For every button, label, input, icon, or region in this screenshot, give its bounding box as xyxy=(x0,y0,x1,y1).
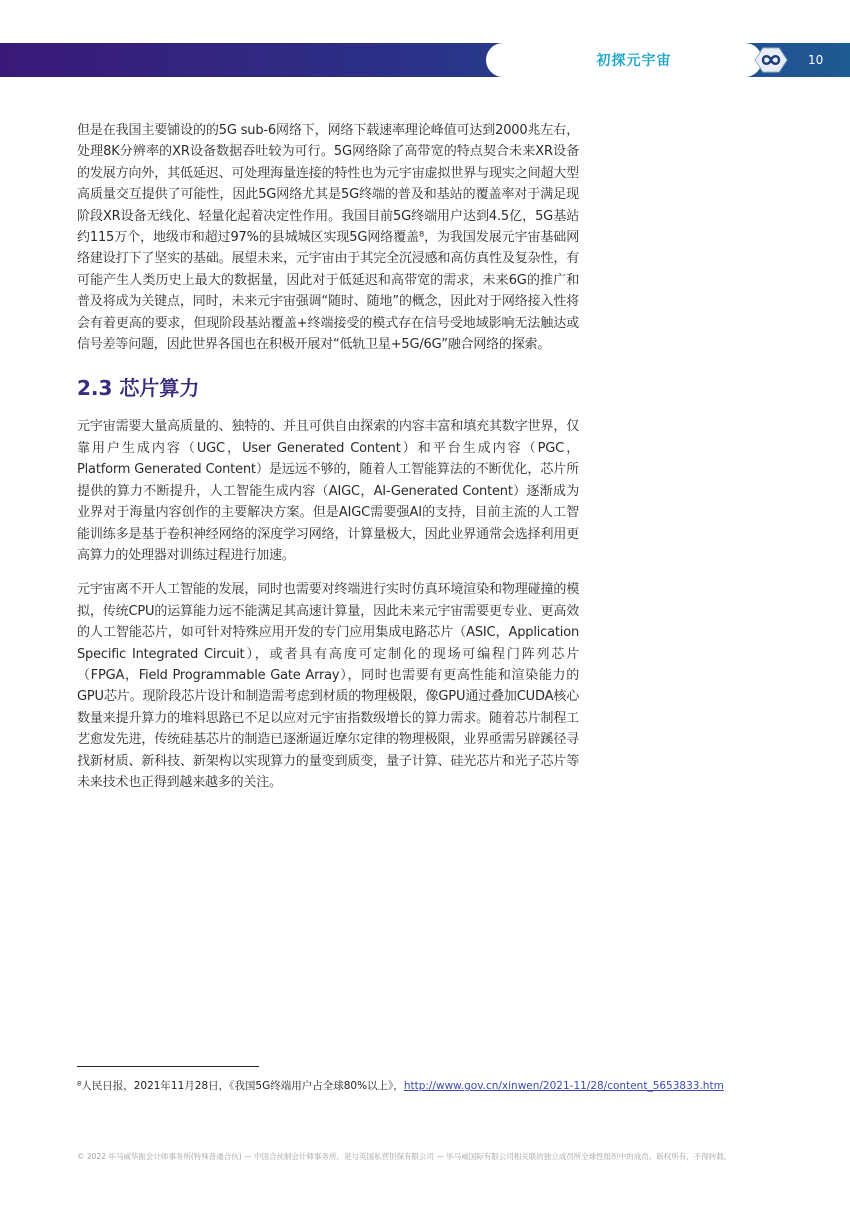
paragraph-5g-network: 但是在我国主要铺设的的5G sub-6网络下，网络下载速率理论峰值可达到2000兆左右，处理8K分辨率的XR设备数据吞吐较为可行。5G网络除了高带宽的特点契合未来XR设备的发展方向外，其低延迟、可处理海量连接的特性也为元宇宙虚拟世界与现实之间超大型高质量交互提供了可能性，因此5G网络尤其是5G终端的普及和基站的覆盖率对于满足现阶段XR设备无线化、轻量化起着决定性作用。我国目前5G终端用户达到4.5亿，5G基站约115万个，地级市和超过97%的县城城区实现5G网络覆盖⁸，为我国发展元宇宙基础网络建设打下了坚实的基础。展望未来，元宇宙由于其完全沉浸感和高仿真性及复杂性，有可能产生人类历史上最大的数据量，因此对于低延迟和高带宽的需求，未来6G的推广和普及将成为关键点，同时，未来元宇宙强调“随时、随地”的概念，因此对于网络接入性将会有着更高的要求，但现阶段基站覆盖+终端接受的模式存在信号受地域影响无法触达或信号差等问题，因此世界各国也在积极开展对“低轨卫星+5G/6G”融合网络的探索。 xyxy=(77,123,579,353)
header-title: 初探元宇宙 xyxy=(596,53,672,69)
footnote-text: ⁸人民日报，2021年11月28日，《我国5G终端用户占全球80%以上》， xyxy=(77,1080,404,1092)
paragraph-aigc: 元宇宙需要大量高质量的、独特的、并且可供自由探索的内容丰富和填充其数字世界，仅靠用户生成内容（UGC，User Generated Content）和平台生成内容（PGC，Platform Generated Content）是远远不够的，随着人工智能算法的不断优化，芯片所提供的算力不断提升，人工智能生成内容（AIGC，AI-Generated Content）逐渐成为业界对于海量内容创作的主要解决方案。但是AIGC需要强AI的支持，目前主流的人工智能训练多是基于卷积神经网络的深度学习网络，计算量极大，因此业界通常会选择利用更高算力的处理器对训练过程进行加速。 xyxy=(77,419,579,563)
copyright-footer: © 2022 毕马威华振会计师事务所(特殊普通合伙) — 中国合伙制会计师事务所，是与英国私营担保有限公司 — 毕马威国际有限公司相关联的独立成员所全球性组织中的成员。版权所有，不得转载。 xyxy=(77,1152,732,1161)
header-title-pill xyxy=(486,43,762,77)
infinity-logo-icon xyxy=(752,46,790,74)
footnote-divider xyxy=(77,1066,259,1067)
footnote-link[interactable]: http://www.gov.cn/xinwen/2021-11/28/content_5653833.htm xyxy=(403,1080,724,1092)
paragraph-ai-chips: 元宇宙离不开人工智能的发展，同时也需要对终端进行实时仿真环境渲染和物理碰撞的模拟，传统CPU的运算能力远不能满足其高速计算量，因此未来元宇宙需要更专业、更高效的人工智能芯片，如可针对特殊应用开发的专门应用集成电路芯片（ASIC，Application Specific Integrated Circuit），或者具有高度可定制化的现场可编程门阵列芯片（FPGA，Field Programmable Gate Array），同时也需要有更高性能和渲染能力的GPU芯片。现阶段芯片设计和制造需考虑到材质的物理极限，像GPU通过叠加CUDA核心数量来提升算力的堆料思路已不足以应对元宇宙指数级增长的算力需求。随着芯片制程工艺愈发先进，传统硅基芯片的制造已逐渐逼近摩尔定律的物理极限，业界亟需另辟蹊径寻找新材质、新科技、新架构以实现算力的量变到质变，量子计算、硅光芯片和光子芯片等未来技术也正得到越来越多的关注。 xyxy=(77,582,579,790)
footnote xyxy=(77,1079,777,1094)
section-heading: 2.3 芯片算力 xyxy=(77,376,200,401)
page-number: 10 xyxy=(808,53,824,67)
main-content xyxy=(77,120,579,793)
